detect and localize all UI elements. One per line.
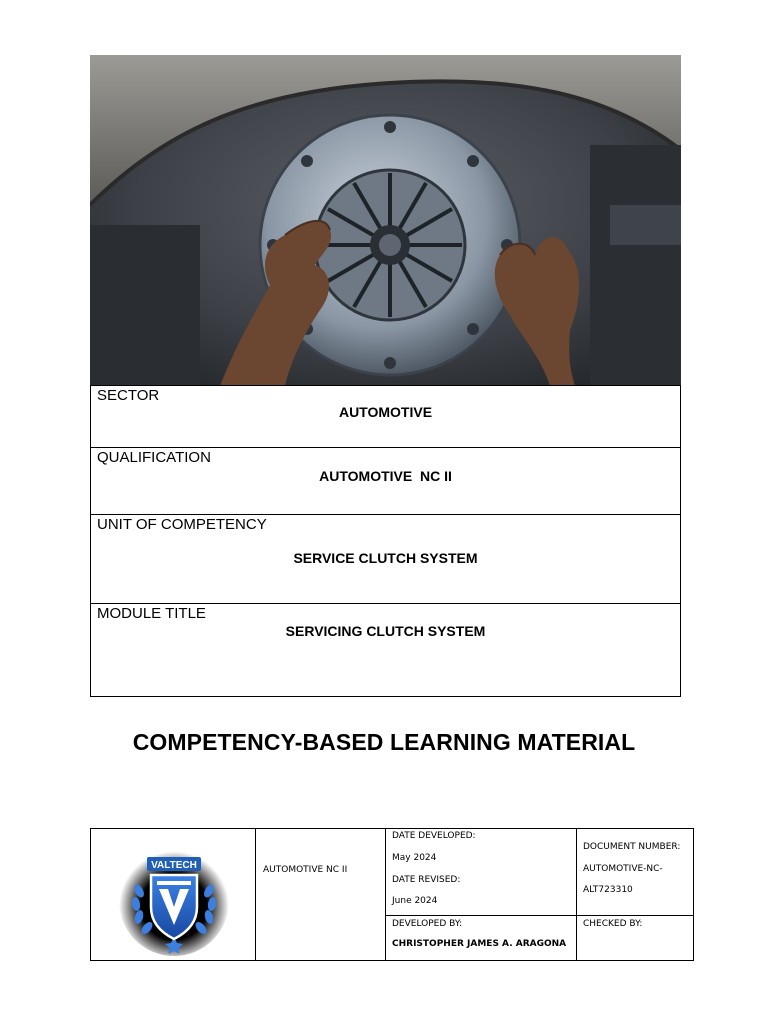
date-revised-label: DATE REVISED: <box>392 875 461 885</box>
sector-value: AUTOMOTIVE <box>338 404 433 420</box>
checked-by-label: CHECKED BY: <box>583 919 643 929</box>
developed-by-value: CHRISTOPHER JAMES A. ARAGONA <box>392 939 567 949</box>
valtech-shield-logo-icon <box>91 829 256 960</box>
document-number-label: DOCUMENT NUMBER: <box>583 842 681 852</box>
footer-table <box>90 828 694 961</box>
unit-label: UNIT OF COMPETENCY <box>97 516 267 533</box>
date-revised-value: June 2024 <box>392 896 438 906</box>
sector-label: SECTOR <box>97 387 160 404</box>
logo-text: VALTECH <box>151 860 197 871</box>
clutch-pressure-plate-photo-icon <box>90 55 681 386</box>
module-title-row <box>91 604 680 696</box>
cover-photo <box>90 55 681 386</box>
module-label: MODULE TITLE <box>97 605 206 622</box>
sector-row <box>91 386 680 448</box>
unit-value: SERVICE CLUTCH SYSTEM <box>293 550 478 566</box>
developed-by-cell <box>386 916 577 960</box>
document-number-line2: ALT723310 <box>583 885 633 895</box>
qualification-label: QUALIFICATION <box>97 449 211 466</box>
info-table <box>90 385 681 697</box>
date-developed-label: DATE DEVELOPED: <box>392 831 476 841</box>
dates-cell <box>386 829 577 916</box>
document-number-cell <box>577 829 693 916</box>
qualification-row <box>91 448 680 515</box>
checked-by-cell <box>577 916 693 960</box>
qualification-value: AUTOMOTIVE NC II <box>319 468 452 484</box>
developed-by-label: DEVELOPED BY: <box>392 919 463 929</box>
footer-qualification-cell <box>256 829 386 960</box>
date-developed-value: May 2024 <box>392 853 437 863</box>
logo-cell <box>91 829 256 960</box>
unit-of-competency-row <box>91 515 680 604</box>
footer-qualification: AUTOMOTIVE NC II <box>263 865 348 875</box>
document-number-line1: AUTOMOTIVE-NC- <box>583 864 663 874</box>
document-title: COMPETENCY-BASED LEARNING MATERIAL <box>132 729 636 755</box>
module-value: SERVICING CLUTCH SYSTEM <box>285 623 486 639</box>
